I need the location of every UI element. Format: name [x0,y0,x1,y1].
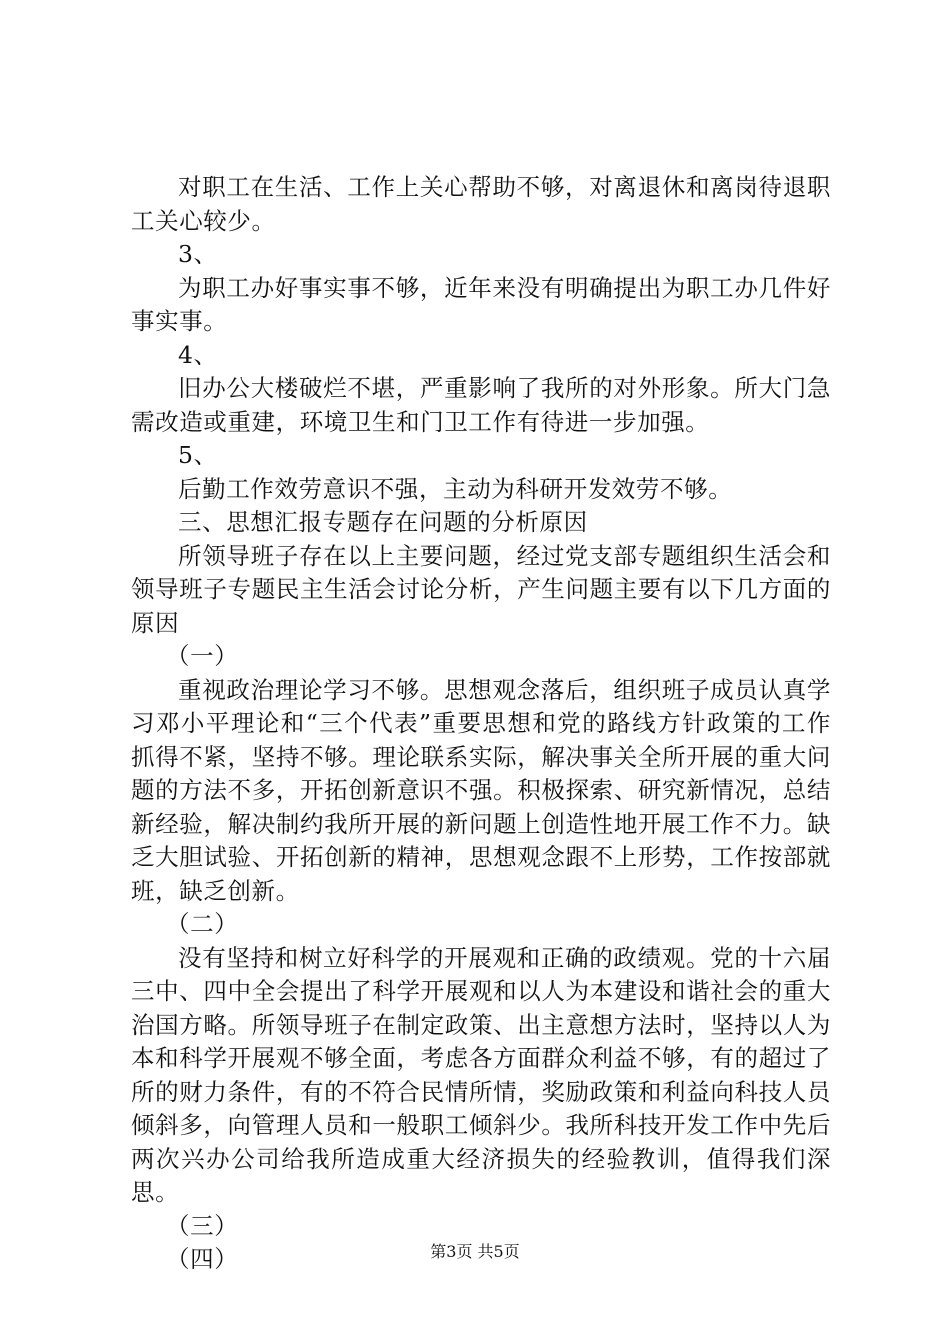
subsection-marker-2: （二） [166,910,239,938]
subsection-marker-1: （一） [166,642,239,670]
item-number-5: 5、 [178,441,218,469]
paragraph-theory-study: 重视政治理论学习不够。思想观念落后，组织班子成员认真学习邓小平理论和“三个代表”重要思想和党的路线方针政策的工作抓得不紧，坚持不够。理论联系实际，解决事关全所开展的重大问题的方法不多，开拓创新意识不强。积极探索、研究新情况，总结新经验，解决制约我所开展的新问题上创造性地开展工作不力。缺乏大胆试验、开拓创新的精神，思想观念跟不上形势，工作按部就班，缺乏创新。 [131,675,831,905]
paragraph-office-building: 旧办公大楼破烂不堪，严重影响了我所的对外形象。所大门急需改造或重建，环境卫生和门卫工作有待进一步加强。 [131,374,831,436]
paragraph-development-view: 没有坚持和树立好科学的开展观和正确的政绩观。党的十六届三中、四中全会提出了科学开展观和以人为本建设和谐社会的重大治国方略。所领导班子在制定政策、出主意想方法时，坚持以人为本和科学开展观不够全面，考虑各方面群众利益不够，有的超过了所的财力条件，有的不符合民情所情，奖励政策和利益向科技人员倾斜多，向管理人员和一般职工倾斜少。我所科技开发工作中先后两次兴办公司给我所造成重大经济损失的经验教训，值得我们深思。 [131,943,831,1206]
paragraph-analysis-intro: 所领导班子存在以上主要问题，经过党支部专题组织生活会和领导班子专题民主生活会讨论分析，产生问题主要有以下几方面的原因 [131,541,831,637]
item-number-3: 3、 [178,240,218,268]
paragraph-good-deeds: 为职工办好事实事不够，近年来没有明确提出为职工办几件好事实事。 [131,273,831,335]
item-number-4: 4、 [178,340,218,369]
section-heading-analysis: 三、思想汇报专题存在问题的分析原因 [178,508,588,536]
subsection-marker-3: （三） [166,1211,239,1240]
page-footer: 第3页 共5页 [430,1242,520,1261]
paragraph-logistics: 后勤工作效劳意识不强，主动为科研开发效劳不够。 [178,474,733,503]
paragraph-care-for-staff: 对职工在生活、工作上关心帮助不够，对离退休和离岗待退职工关心较少。 [131,173,831,235]
document-body [131,171,831,1277]
subsection-marker-4: （四） [166,1245,239,1273]
